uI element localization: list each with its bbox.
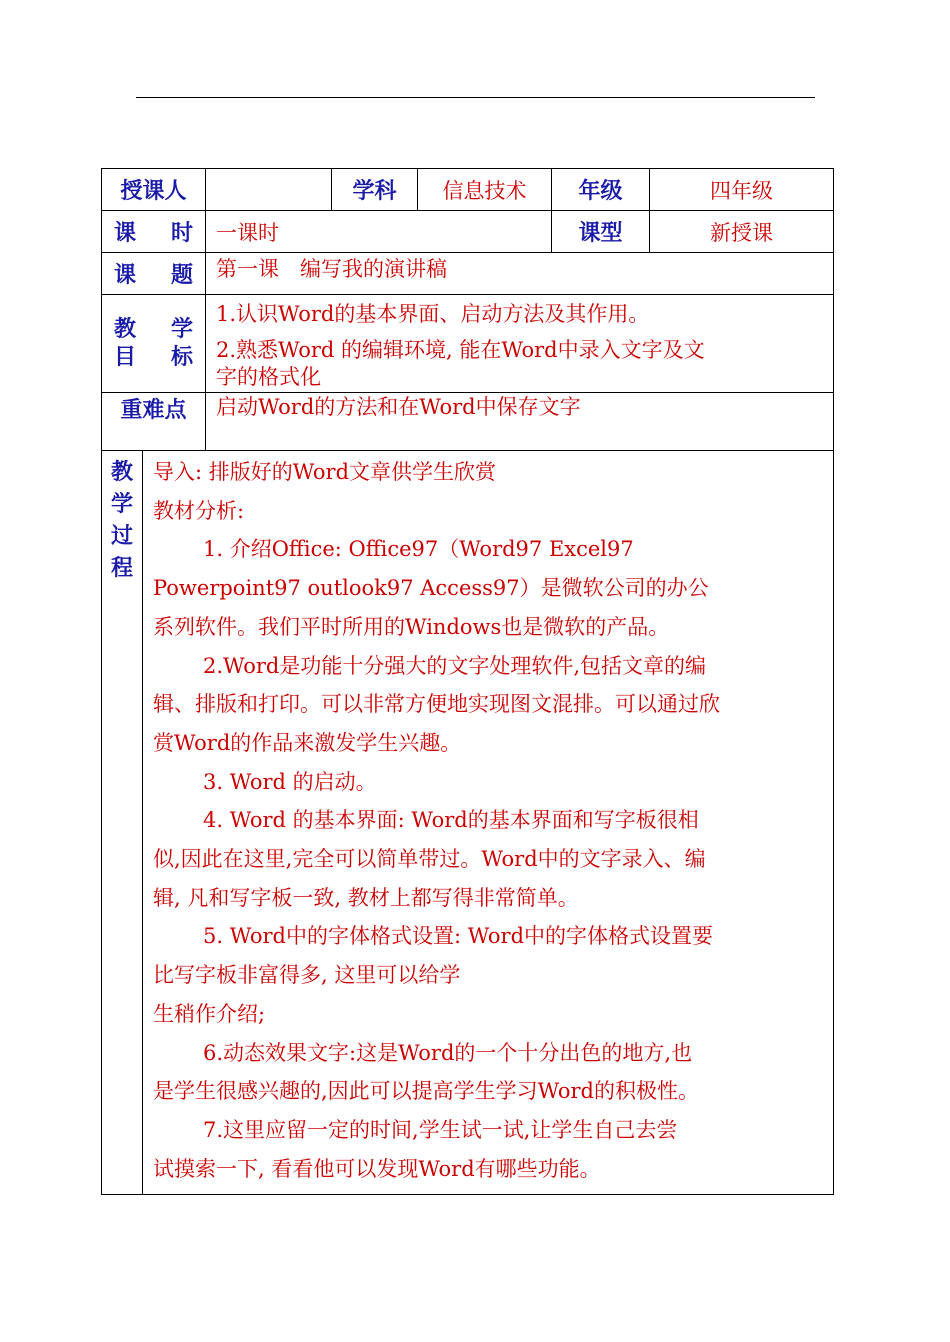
process-line: 6.动态效果文字:这是Word的一个十分出色的地方,也	[203, 1040, 693, 1065]
topic-label-b: 题	[170, 263, 193, 288]
grade-label: 年级	[578, 179, 623, 204]
process-line: 5. Word中的字体格式设置: Word中的字体格式设置要	[203, 924, 714, 949]
goal-line-2: 2.熟悉Word 的编辑环境, 能在Word中录入文字及文	[216, 338, 705, 362]
period-value: 一课时	[216, 220, 279, 245]
process-line: Powerpoint97 outlook97 Access97）是微软公司的办公	[153, 576, 709, 601]
process-line: 系列软件。我们平时所用的Windows也是微软的产品。	[153, 614, 670, 639]
process-line: 似,因此在这里,完全可以简单带过。Word中的文字录入、编	[153, 847, 706, 872]
row-topic	[102, 253, 834, 295]
subject-label-cell	[332, 169, 418, 211]
key-label: 重难点	[120, 398, 187, 423]
key-label-cell	[102, 393, 206, 451]
process-line: 3. Word 的启动。	[203, 769, 377, 794]
goal-label-cell	[102, 295, 206, 393]
topic-label-a: 课	[114, 263, 137, 288]
process-line: 生稍作介绍;	[153, 1001, 266, 1026]
row-goals	[102, 295, 834, 393]
period-label-a: 课	[114, 221, 137, 246]
row-process	[102, 451, 834, 1195]
goal-line-1: 1.认识Word的基本界面、启动方法及其作用。	[216, 302, 650, 326]
row-teacher	[102, 169, 834, 211]
subject-value-cell	[418, 169, 552, 211]
teacher-label-cell	[102, 169, 206, 211]
process-line: 辑、排版和打印。可以非常方便地实现图文混排。可以通过欣	[153, 692, 720, 717]
type-label: 课型	[578, 221, 623, 246]
grade-value-cell	[650, 169, 834, 211]
subject-value: 信息技术	[442, 178, 527, 203]
teacher-label: 授课人	[120, 179, 187, 204]
period-label-cell	[102, 211, 206, 253]
type-value-cell	[650, 211, 834, 253]
process-line: 1. 介绍Office: Office97（Word97 Excel97	[203, 537, 634, 562]
process-label-1: 教	[110, 460, 133, 485]
topic-value: 第一课 编写我的演讲稿	[216, 257, 447, 281]
teacher-value-cell	[206, 169, 332, 211]
process-line: 辑, 凡和写字板一致, 教材上都写得非常简单。	[153, 885, 579, 910]
process-line: 4. Word 的基本界面: Word的基本界面和写字板很相	[203, 808, 699, 833]
goal-line-3: 字的格式化	[216, 365, 321, 389]
process-label-3: 过	[110, 524, 133, 549]
period-value-cell	[206, 211, 552, 253]
process-line: 试摸索一下, 看看他可以发现Word有哪些功能。	[153, 1156, 601, 1181]
key-value: 启动Word的方法和在Word中保存文字	[216, 395, 581, 419]
type-value: 新授课	[710, 220, 773, 245]
key-value-cell	[206, 393, 834, 451]
process-cell	[102, 451, 834, 1195]
grade-value: 四年级	[710, 178, 773, 203]
lesson-plan-table	[101, 168, 834, 1195]
process-label-2: 学	[110, 492, 133, 517]
process-line: 导入: 排版好的Word文章供学生欣赏	[153, 460, 497, 484]
grade-label-cell	[552, 169, 650, 211]
type-label-cell	[552, 211, 650, 253]
process-label-column	[102, 451, 143, 1194]
process-line: 教材分析:	[153, 498, 245, 523]
subject-label: 学科	[352, 179, 397, 204]
process-line: 比写字板非富得多, 这里可以给学	[153, 963, 461, 988]
goal-label-1a: 教	[114, 316, 137, 342]
process-line: 7.这里应留一定的时间,学生试一试,让学生自己去尝	[203, 1117, 678, 1142]
row-period	[102, 211, 834, 253]
process-line: 赏Word的作品来激发学生兴趣。	[153, 730, 462, 755]
process-content	[143, 451, 833, 1194]
goal-label-1b: 学	[170, 316, 193, 342]
header-rule	[136, 97, 815, 98]
goal-label-2b: 标	[170, 344, 193, 370]
process-label-4: 程	[110, 556, 133, 581]
goal-value-cell	[206, 295, 834, 393]
goal-label-2a: 目	[114, 344, 137, 370]
row-key-points	[102, 393, 834, 451]
period-label-b: 时	[170, 221, 193, 246]
topic-value-cell	[206, 253, 834, 295]
topic-label-cell	[102, 253, 206, 295]
process-line: 是学生很感兴趣的,因此可以提高学生学习Word的积极性。	[153, 1079, 699, 1104]
process-line: 2.Word是功能十分强大的文字处理软件,包括文章的编	[203, 653, 706, 678]
